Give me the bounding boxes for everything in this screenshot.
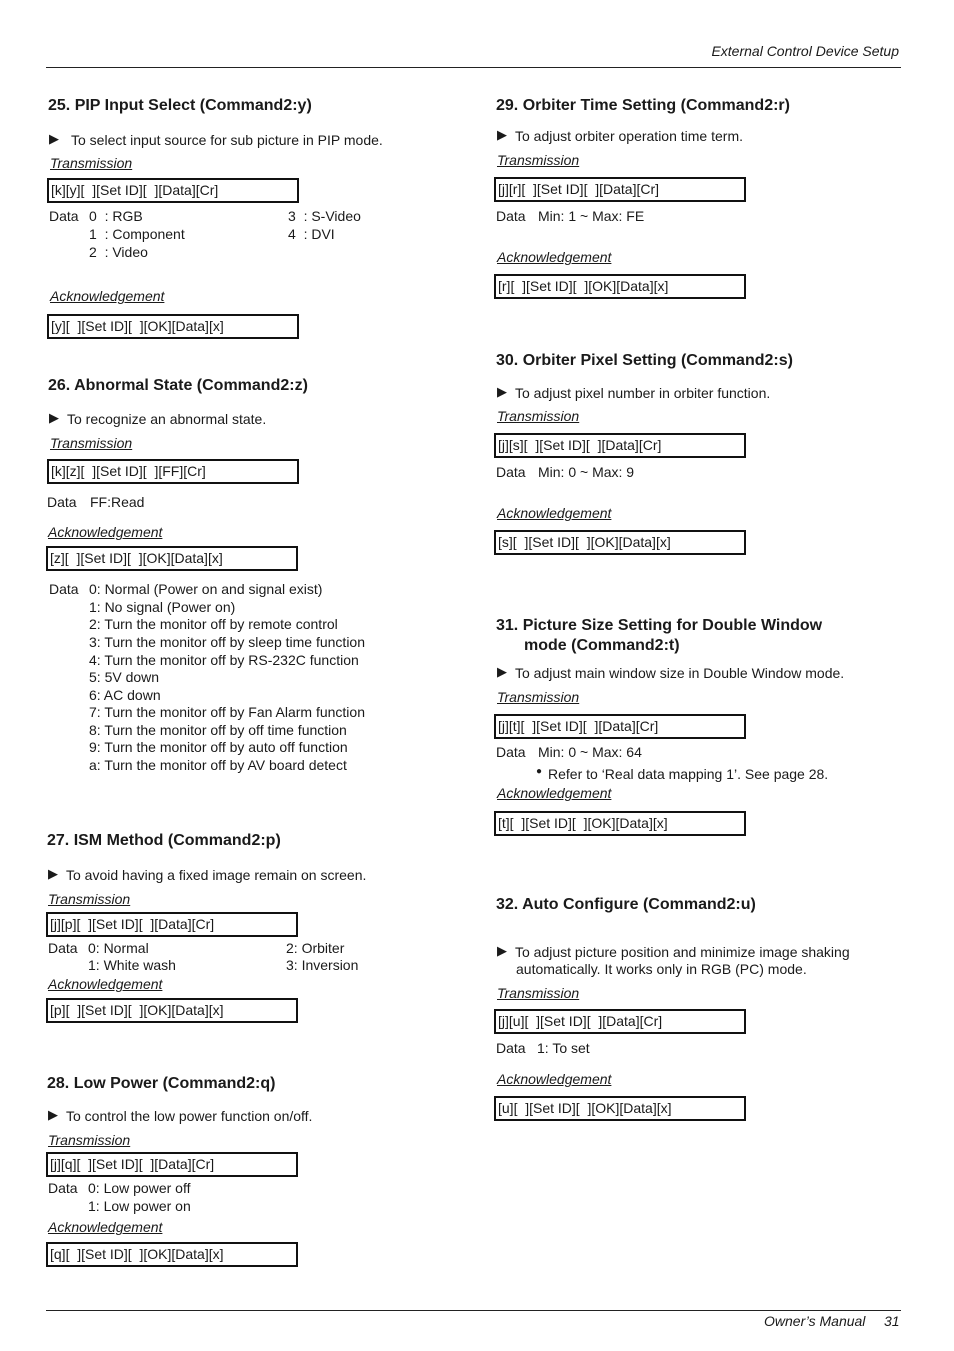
- data-label: Data: [48, 940, 78, 956]
- acknowledgement-label: Acknowledgement: [48, 1219, 163, 1235]
- acknowledgement-label: Acknowledgement: [48, 976, 163, 992]
- data-label: Data: [496, 208, 526, 224]
- acknowledgement-box: [r][ ][Set ID][ ][OK][Data][x]: [494, 274, 746, 299]
- acknowledgement-label: Acknowledgement: [497, 505, 612, 521]
- transmission-label: Transmission: [497, 408, 580, 424]
- transmission-box: [k][z][ ][Set ID][ ][FF][Cr]: [47, 459, 299, 484]
- triangle-bullet-icon: ▶: [497, 664, 507, 679]
- data-value: 0 : RGB: [89, 208, 143, 224]
- data-label: Data: [48, 1180, 78, 1196]
- section-title-continued: mode (Command2:t): [524, 637, 680, 654]
- data-value: 2 : Video: [89, 244, 148, 260]
- dot-bullet-icon: ●: [536, 766, 543, 777]
- section-description: To control the low power function on/off.: [66, 1108, 313, 1124]
- section-title: 29. Orbiter Time Setting (Command2:r): [496, 97, 790, 114]
- acknowledgement-label: Acknowledgement: [497, 785, 612, 801]
- section-description: To avoid having a fixed image remain on screen.: [66, 867, 367, 883]
- transmission-label: Transmission: [497, 152, 580, 168]
- data-value: 8: Turn the monitor off by off time function: [89, 722, 347, 738]
- data-value: 7: Turn the monitor off by Fan Alarm function: [89, 704, 365, 720]
- section-description: To adjust pixel number in orbiter function.: [515, 385, 771, 401]
- data-value: 1 : Component: [89, 226, 185, 242]
- acknowledgement-box: [t][ ][Set ID][ ][OK][Data][x]: [494, 811, 746, 836]
- transmission-label: Transmission: [497, 985, 580, 1001]
- data-label: Data: [47, 494, 77, 510]
- acknowledgement-label: Acknowledgement: [497, 249, 612, 265]
- data-label: Data: [496, 464, 526, 480]
- data-value: 4 : DVI: [288, 226, 335, 242]
- acknowledgement-label: Acknowledgement: [50, 288, 165, 304]
- data-value: 1: To set: [537, 1040, 590, 1056]
- transmission-label: Transmission: [48, 891, 131, 907]
- transmission-box: [k][y][ ][Set ID][ ][Data][Cr]: [47, 178, 299, 203]
- header-rule: [46, 67, 901, 68]
- transmission-label: Transmission: [50, 435, 133, 451]
- data-value: 4: Turn the monitor off by RS-232C function: [89, 652, 359, 668]
- section-title: 32. Auto Configure (Command2:u): [496, 896, 756, 913]
- section-description: To adjust main window size in Double Window mode.: [515, 665, 845, 681]
- data-label: Data: [496, 1040, 526, 1056]
- footer-rule: [46, 1310, 901, 1311]
- transmission-label: Transmission: [497, 689, 580, 705]
- page-number: 31: [884, 1313, 900, 1329]
- transmission-box: [j][s][ ][Set ID][ ][Data][Cr]: [494, 433, 746, 458]
- acknowledgement-label: Acknowledgement: [48, 524, 163, 540]
- acknowledgement-box: [p][ ][Set ID][ ][OK][Data][x]: [46, 998, 298, 1023]
- data-value: FF:Read: [90, 494, 145, 510]
- data-value: 1: White wash: [88, 957, 176, 973]
- running-header: External Control Device Setup: [711, 43, 899, 59]
- data-label: Data: [49, 208, 79, 224]
- triangle-bullet-icon: ▶: [48, 1107, 58, 1122]
- triangle-bullet-icon: ▶: [48, 866, 58, 881]
- transmission-box: [j][q][ ][Set ID][ ][Data][Cr]: [46, 1152, 298, 1177]
- triangle-bullet-icon: ▶: [497, 127, 507, 142]
- data-value: 0: Low power off: [88, 1180, 191, 1196]
- data-value: 1: No signal (Power on): [89, 599, 236, 615]
- data-value: 2: Turn the monitor off by remote control: [89, 616, 338, 632]
- acknowledgement-box: [z][ ][Set ID][ ][OK][Data][x]: [46, 546, 298, 571]
- data-value: 2: Orbiter: [286, 940, 345, 956]
- transmission-label: Transmission: [50, 155, 133, 171]
- triangle-bullet-icon: ▶: [497, 943, 507, 958]
- transmission-box: [j][t][ ][Set ID][ ][Data][Cr]: [494, 714, 746, 739]
- section-description: To recognize an abnormal state.: [67, 411, 267, 427]
- section-description: To adjust orbiter operation time term.: [515, 128, 743, 144]
- triangle-bullet-icon: ▶: [49, 131, 59, 146]
- section-description: To select input source for sub picture in PIP mode.: [71, 132, 383, 148]
- data-value: 0: Normal: [88, 940, 149, 956]
- data-value: 0: Normal (Power on and signal exist): [89, 581, 323, 597]
- triangle-bullet-icon: ▶: [497, 384, 507, 399]
- section-title: 30. Orbiter Pixel Setting (Command2:s): [496, 352, 793, 369]
- data-value: Min: 0 ~ Max: 64: [538, 744, 642, 760]
- footer-label: Owner’s Manual: [764, 1313, 866, 1329]
- section-title: 27. ISM Method (Command2:p): [47, 832, 281, 849]
- data-label: Data: [496, 744, 526, 760]
- acknowledgement-box: [q][ ][Set ID][ ][OK][Data][x]: [46, 1242, 298, 1267]
- acknowledgement-label: Acknowledgement: [497, 1071, 612, 1087]
- data-value: 3 : S-Video: [288, 208, 361, 224]
- data-value: 5: 5V down: [89, 669, 160, 685]
- triangle-bullet-icon: ▶: [49, 410, 59, 425]
- section-title: 28. Low Power (Command2:q): [47, 1075, 276, 1092]
- acknowledgement-box: [y][ ][Set ID][ ][OK][Data][x]: [47, 314, 299, 339]
- section-title: 31. Picture Size Setting for Double Window: [496, 617, 823, 634]
- transmission-label: Transmission: [48, 1132, 131, 1148]
- data-value: 6: AC down: [89, 687, 161, 703]
- data-note: Refer to ‘Real data mapping 1’. See page 28.: [548, 766, 829, 782]
- transmission-box: [j][u][ ][Set ID][ ][Data][Cr]: [494, 1009, 746, 1034]
- section-description: To adjust picture position and minimize image shaking: [515, 944, 850, 960]
- data-value: a: Turn the monitor off by AV board detect: [89, 757, 347, 773]
- section-description-continued: automatically. It works only in RGB (PC) mode.: [516, 961, 807, 977]
- transmission-box: [j][r][ ][Set ID][ ][Data][Cr]: [494, 177, 746, 202]
- data-value: Min: 1 ~ Max: FE: [538, 208, 645, 224]
- data-value: 3: Inversion: [286, 957, 359, 973]
- transmission-box: [j][p][ ][Set ID][ ][Data][Cr]: [46, 912, 298, 937]
- acknowledgement-box: [u][ ][Set ID][ ][OK][Data][x]: [494, 1096, 746, 1121]
- data-value: 3: Turn the monitor off by sleep time function: [89, 634, 366, 650]
- acknowledgement-box: [s][ ][Set ID][ ][OK][Data][x]: [494, 530, 746, 555]
- data-value: 1: Low power on: [88, 1198, 191, 1214]
- section-title: 26. Abnormal State (Command2:z): [48, 377, 308, 394]
- data-label: Data: [49, 581, 79, 597]
- section-title: 25. PIP Input Select (Command2:y): [48, 97, 312, 114]
- data-value: 9: Turn the monitor off by auto off function: [89, 739, 348, 755]
- data-value: Min: 0 ~ Max: 9: [538, 464, 635, 480]
